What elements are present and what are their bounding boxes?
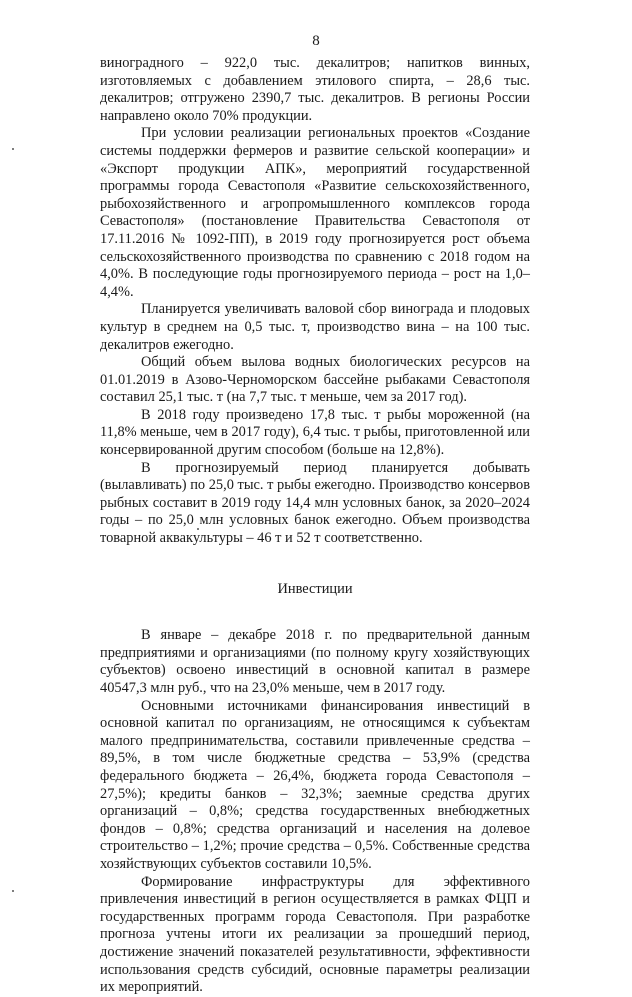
paragraph-fish-forecast: В прогнозируемый период планируется добывать (вылавливать) по 25,0 тыс. т рыбы ежегодно. Производство консервов рыбных составит в 2019 году 14,4 млн условных банок, за 2020–2024 годы – по 25,0 млн условных банок ежегодно. Объем производства товарной аквакультуры – 46 т и 52 т соответственно. <box>100 459 530 547</box>
paragraph-infrastructure: Формирование инфраструктуры для эффективного привлечения инвестиций в регион осуществляется в рамках ФЦП и государственных программ города Севастополя. При разработке прогноза учтены итоги их реализации за прошедший период, достижение значений показателей результативности, эффективности использования средств субсидий, основные параметры реализации их мероприятий. <box>100 873 530 996</box>
paragraph-fish-production: В 2018 году произведено 17,8 тыс. т рыбы мороженной (на 11,8% меньше, чем в 2017 году), 6,4 тыс. т рыбы, приготовленной или консервированной другим способом (больше на 12,8%). <box>100 406 530 459</box>
section-spacer <box>100 598 530 627</box>
scan-speck <box>12 890 14 892</box>
paragraph-harvest-plans: Планируется увеличивать валовой сбор винограда и плодовых культур в среднем на 0,5 тыс. т, производство вина – на 100 тыс. декалитров ежегодно. <box>100 301 530 353</box>
paragraph-fish-catch: Общий объем вылова водных биологических ресурсов на 01.01.2019 в Азово-Черноморском бассейне рыбаками Севастополя составил 25,1 тыс. т (на 7,7 тыс. т меньше, чем за 2017 год). <box>100 354 530 406</box>
paragraph-investment-sources: Основными источниками финансирования инвестиций в основной капитал по организациям, не относящимся к субъектам малого предпринимательства, составили привлеченные средства – 89,5%, в том числе бюджетные средства – 53,9% (средства федерального бюджета – 26,4%, бюджета города Севастополя – 27,5%); кредиты банков – 32,3%; заемные средства других организаций – 0,8%; средства государственных внебюджетных фондов – 0,8%; средства организаций и населения на долевое строительство – 1,2%; прочие средства – 0,5%. Собственные средства хозяйствующих субъектов составили 10,5%. <box>100 697 530 872</box>
paragraph-investment-volume: В январе – декабре 2018 г. по предварительной данным предприятиями и организациями (по полному кругу хозяйствующих субъектов) освоено инвестиций в основной капитал в размере 40547,3 млн руб., что на 23,0% меньше, чем в 2017 году. <box>100 627 530 696</box>
scan-speck <box>12 148 14 150</box>
page-number: 8 <box>312 33 320 49</box>
section-spacer <box>100 548 530 581</box>
paragraph-regional-projects: При условии реализации региональных проектов «Создание системы поддержки фермеров и развитие сельской кооперации» и «Экспорт продукции АПК», мероприятий государственной программы города Севастополя «Развитие сельскохозяйственного, рыбохозяйственного и агропромышленного комплексов города Севастополя» (постановление Правительства Севастополя от 17.11.2016 № 1092-ПП), в 2019 году прогнозируется рост объема сельскохозяйственного производства по сравнению с 2018 годом на 4,0%. В последующие годы прогнозируемого периода – рост на 1,0–4,4%. <box>100 125 530 300</box>
paragraph-wine-production: виноградного – 922,0 тыс. декалитров; напитков винных, изготовляемых с добавлением этилового спирта, – 28,6 тыс. декалитров; отгружено 2390,7 тыс. декалитров. В регионы России направлено около 70% продукции. <box>100 55 530 124</box>
section-heading-investments: Инвестиции <box>277 580 353 597</box>
document-body <box>100 55 530 997</box>
